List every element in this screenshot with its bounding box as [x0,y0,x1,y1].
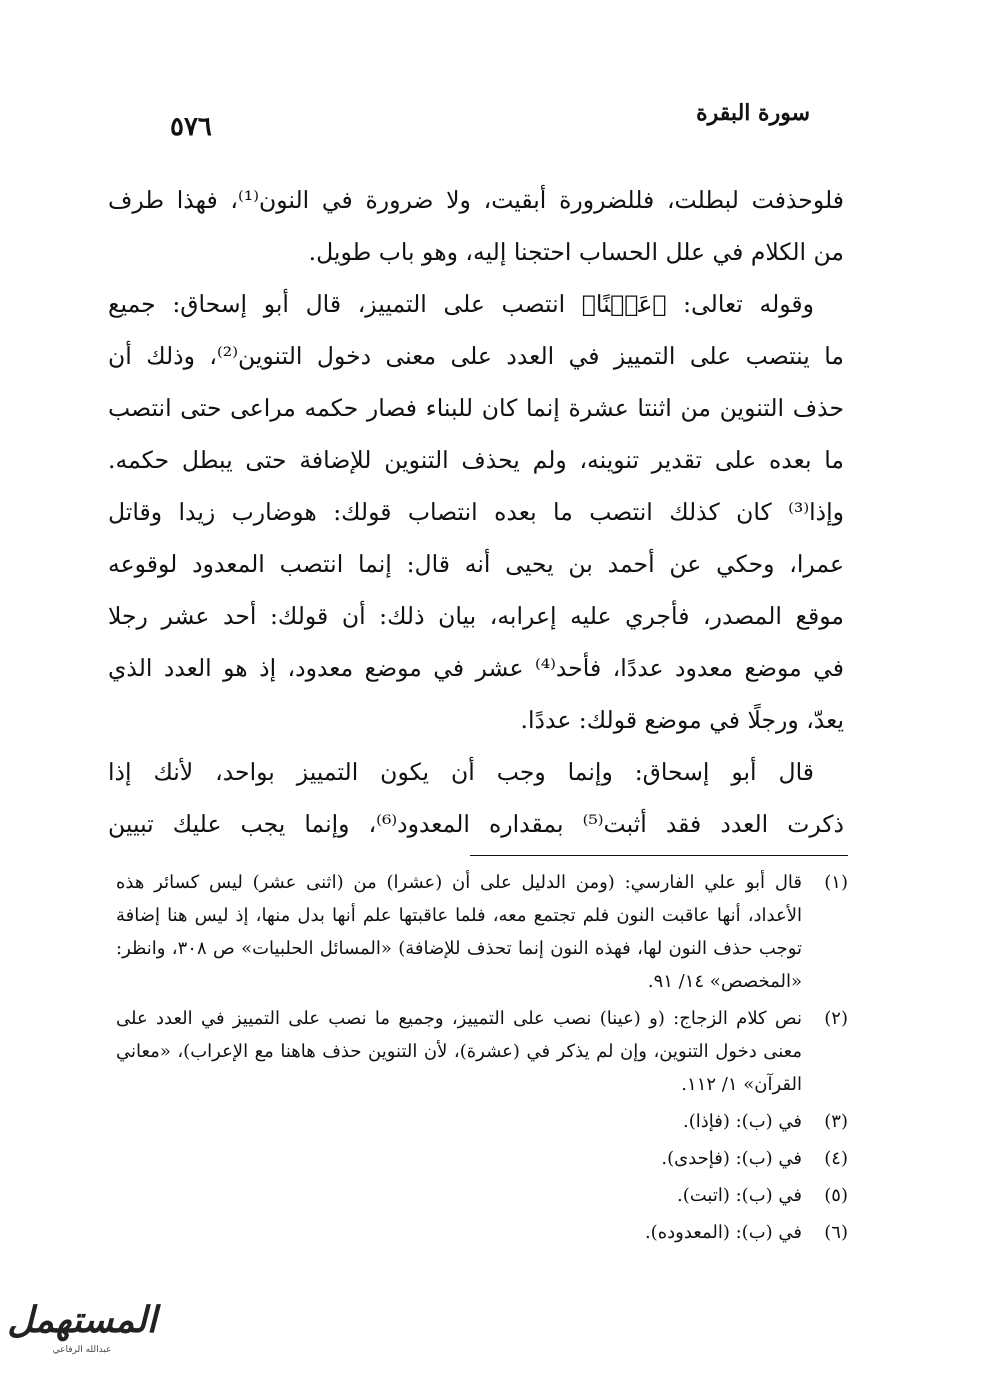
paragraph-3 [108,746,844,850]
footnote-number: (٢) [824,1008,848,1029]
watermark-logo [6,1296,158,1372]
sura-title: سورة البقرة [696,100,810,126]
text-line: وقوله تعالى: ﴿عَيۡنًا﴾ انتصب على التمييز، قال أبو إسحاق: جميع [108,290,814,318]
footnote-number: (٦) [824,1222,848,1243]
text-line: وإذا⁽³⁾ كان كذلك انتصب ما بعده انتصاب قولك: هوضارب زيدا وقاتل [108,498,844,526]
paragraph-1 [108,174,844,278]
footnote-5 [116,1179,848,1212]
footnote-divider [470,855,848,856]
text-line: قال أبو إسحاق: وإنما وجب أن يكون التمييز بواحد، لأنك إذا [108,758,814,786]
footnotes [116,866,848,1253]
footnote-4 [116,1142,848,1175]
page-header [170,100,810,150]
footnote-text: في (ب): (اتبت). [677,1185,802,1206]
footnote-text: في (ب): (فإحدى). [661,1148,802,1169]
text-line: ذكرت العدد فقد أثبت⁽⁵⁾ بمقداره المعدود⁽⁶⁾، وإنما يجب عليك تبيين [108,810,844,838]
footnote-text: نص كلام الزجاج: (و (عينا) نصب على التمييز، وجميع ما نصب على التمييز في العدد على معنى دخول التنوين، وإن لم يذكر في (عشرة)، لأن التنوين حذف هاهنا مع الإعراب)، «معاني القرآن» ١/ ١١٢. [116,1008,802,1095]
footnote-1 [116,866,848,998]
text-line: ما ينتصب على التمييز في العدد على معنى دخول التنوين⁽²⁾، وذلك أن [108,342,844,370]
text-line: في موضع معدود عددًا، فأحد⁽⁴⁾ عشر في موضع معدود، إذ هو العدد الذي [108,654,844,682]
text-line: عمرا، وحكي عن أحمد بن يحيى أنه قال: إنما انتصب المعدود لوقوعه [108,550,844,578]
footnote-6 [116,1216,848,1249]
footnote-number: (١) [824,872,848,893]
footnote-number: (٥) [824,1185,848,1206]
text-line: من الكلام في علل الحساب احتجنا إليه، وهو باب طويل. [308,238,844,266]
text-line: ما بعده على تقدير تنوينه، ولم يحذف التنوين للإضافة حتى يبطل حكمه. [108,446,844,474]
text-line: حذف التنوين من اثنتا عشرة إنما كان للبناء فصار حكمه مراعى حتى انتصب [108,394,844,422]
text-line: فلوحذفت لبطلت، فللضرورة أبقيت، ولا ضرورة في النون⁽¹⁾، فهذا طرف [108,186,844,214]
footnote-number: (٤) [824,1148,848,1169]
logo-subtext: عبدالله الرفاعي [52,1345,112,1355]
footnote-text: في (ب): (المعدوده). [644,1222,802,1243]
footnote-number: (٣) [824,1111,848,1132]
page-number: ٥٧٦ [170,112,212,142]
text-line: يعدّ، ورجلًا في موضع قولك: عددًا. [520,706,844,734]
footnote-text: في (ب): (فإذا). [683,1111,802,1132]
footnote-2 [116,1002,848,1101]
text-line: موقع المصدر، فأجري عليه إعرابه، بيان ذلك: أن قولك: أحد عشر رجلا [108,602,844,630]
footnote-text: قال أبو علي الفارسي: (ومن الدليل على أن (عشرا) من (اثنى عشر) ليس كسائر هذه الأعداد، أنها عاقبت النون فلم تجتمع معه، فلما عاقبتها علم أنها بدل منها، إذ ليس هنا إضافة توجب حذف النون لها، فهذه النون إنما تحذف للإضافة) «المسائل الحلبيات» ص ٣٠٨، وانظر: «المخصص» ١٤/ ٩١. [116,872,802,992]
paragraph-2 [108,278,844,746]
main-text [108,174,844,850]
footnote-3 [116,1105,848,1138]
logo-text: المستهمل [7,1299,157,1341]
